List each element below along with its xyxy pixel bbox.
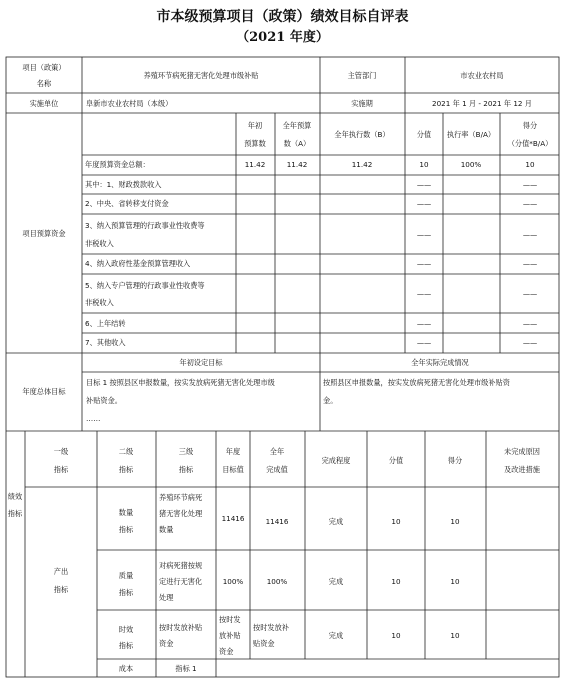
perf-row-degree: 完成 <box>328 517 344 526</box>
col-weight: 分值 <box>416 130 432 139</box>
budget-section-label: 项目预算资金 <box>22 229 66 238</box>
budget-row-label-2: 非税收入 <box>85 298 114 307</box>
goals-section-label: 年度总体目标 <box>22 387 66 396</box>
col-initial-2: 预算数 <box>244 139 266 148</box>
period-value: 2021 年 1 月 - 2021 年 12 月 <box>432 99 532 108</box>
output-indicator-label: 产出 <box>53 567 69 576</box>
perf-row-target-3: 资金 <box>219 647 234 656</box>
budget-row-label-2: 非税收入 <box>85 239 114 248</box>
page-subtitle: （2021 年度） <box>236 30 329 45</box>
budget-row-dash: —— <box>416 259 432 268</box>
actual-goal-text-2: 金。 <box>323 396 338 405</box>
project-name-label-2: 名称 <box>36 79 52 88</box>
budget-row-dash: —— <box>416 289 432 298</box>
perf-row-l3-3: 处理 <box>159 593 174 602</box>
h-target: 年度 <box>225 447 241 456</box>
budget-row-exec: 11.42 <box>351 160 373 169</box>
col-exec-rate: 执行率（B/A） <box>446 130 496 139</box>
budget-row-dash: —— <box>416 230 432 239</box>
perf-row-actual-2: 贴资金 <box>253 639 275 648</box>
output-indicator-label-2: 指标 <box>53 585 69 594</box>
project-name-value: 养殖环节病死猪无害化处理市级补贴 <box>143 71 259 80</box>
perf-row-l3-3: 数量 <box>159 525 174 534</box>
perf-row-actual: 100% <box>266 577 288 586</box>
col-annual: 全年预算 <box>282 121 312 130</box>
perf-row-weight: 10 <box>391 631 401 640</box>
perf-row-l3: 按时发放补贴 <box>159 623 203 632</box>
budget-row-dash: —— <box>416 180 432 189</box>
cost-indicator-label: 成本 <box>118 664 134 673</box>
h-weight: 分值 <box>388 456 404 465</box>
h-score: 得分 <box>447 456 463 465</box>
perf-row-target-2: 放补贴 <box>219 631 241 640</box>
budget-row-weight: 10 <box>419 160 429 169</box>
perf-row-l2: 时效 <box>118 625 134 634</box>
perf-row-degree: 完成 <box>328 577 344 586</box>
budget-row-label: 其中：1、财政拨款收入 <box>85 180 162 189</box>
perf-row-l2-2: 指标 <box>118 588 134 597</box>
perf-row-l3-2: 定进行无害化 <box>159 577 203 586</box>
h-level1-2: 指标 <box>53 465 69 474</box>
planned-goal-text: 目标 1 按照县区申报数量，按实发放病死猪无害化处理市级 <box>86 378 275 387</box>
budget-row-label: 3、纳入预算管理的行政事业性收费等 <box>85 221 205 230</box>
budget-row-initial: 11.42 <box>244 160 266 169</box>
project-name-label: 项目（政策） <box>22 63 66 72</box>
budget-row-dash: —— <box>416 199 432 208</box>
perf-row-actual: 按时发放补 <box>253 623 289 632</box>
actual-goal-text: 按照县区申报数量，按实发放病死猪无害化处理市级补贴资 <box>323 378 510 387</box>
perf-row-l3-2: 资金 <box>159 639 174 648</box>
perf-row-l3-2: 猪无害化处理 <box>159 509 203 518</box>
perf-row-l2: 质量 <box>118 571 134 580</box>
h-actual-2: 完成值 <box>266 465 288 474</box>
perf-row-target: 100% <box>222 577 244 586</box>
budget-row-dash: —— <box>522 259 538 268</box>
h-level3: 三级 <box>178 447 194 456</box>
page-title: 市本级预算项目（政策）绩效目标自评表 <box>156 9 409 25</box>
budget-row-dash: —— <box>522 230 538 239</box>
impl-unit-label: 实施单位 <box>29 99 59 108</box>
col-initial: 年初 <box>247 121 263 130</box>
budget-row-dash: —— <box>522 289 538 298</box>
h-degree: 完成程度 <box>321 456 351 465</box>
perf-section-label-2: 指标 <box>7 509 23 518</box>
perf-row-weight: 10 <box>391 577 401 586</box>
impl-unit-value: 阜新市农业农村局（本级） <box>86 99 173 108</box>
perf-row-score: 10 <box>450 577 460 586</box>
col-exec: 全年执行数（B） <box>334 130 390 139</box>
budget-row-dash: —— <box>522 180 538 189</box>
perf-section-label: 绩效 <box>7 492 23 501</box>
cost-indicator-l3: 指标 1 <box>175 664 197 673</box>
perf-row-actual: 11416 <box>265 517 289 526</box>
perf-row-l2-2: 指标 <box>118 641 134 650</box>
perf-row-l3: 对病死猪按规 <box>159 561 203 570</box>
budget-row-dash: —— <box>522 319 538 328</box>
h-reason: 未完成原因 <box>504 447 540 456</box>
col-score-2: （分值*B/A） <box>507 139 553 148</box>
budget-row-dash: —— <box>522 199 538 208</box>
budget-row-dash: —— <box>416 319 432 328</box>
actual-header: 全年实际完成情况 <box>411 358 469 367</box>
h-target-2: 目标值 <box>222 465 244 474</box>
budget-row-rate: 100% <box>460 160 482 169</box>
budget-row-label: 5、纳入专户管理的行政事业性收费等 <box>85 281 205 290</box>
planned-header: 年初设定目标 <box>179 358 223 367</box>
perf-row-l2-2: 指标 <box>118 525 134 534</box>
perf-row-l3: 养殖环节病死 <box>159 493 203 502</box>
budget-row-dash: —— <box>522 338 538 347</box>
budget-row-label: 年度预算资金总额： <box>85 160 150 169</box>
perf-row-score: 10 <box>450 631 460 640</box>
perf-row-degree: 完成 <box>328 631 344 640</box>
perf-row-target: 按时发 <box>219 615 241 624</box>
budget-row-annual: 11.42 <box>286 160 308 169</box>
dept-label: 主管部门 <box>347 71 377 80</box>
h-reason-2: 及改进措施 <box>504 465 540 474</box>
col-annual-2: 数（A） <box>283 139 311 148</box>
budget-row-dash: —— <box>416 338 432 347</box>
budget-row-label: 4、纳入政府性基金预算管理收入 <box>85 259 191 268</box>
budget-row-label: 2、中央、省转移支付资金 <box>85 199 169 208</box>
dept-value: 市农业农村局 <box>460 71 504 80</box>
h-level3-2: 指标 <box>178 465 194 474</box>
budget-row-label: 7、其他收入 <box>85 338 126 347</box>
budget-row-label: 6、上年结转 <box>85 319 126 328</box>
perf-row-score: 10 <box>450 517 460 526</box>
planned-goal-text-3: …… <box>86 414 101 423</box>
h-level2: 二级 <box>118 447 134 456</box>
perf-row-weight: 10 <box>391 517 401 526</box>
perf-row-l2: 数量 <box>118 508 134 517</box>
planned-goal-text-2: 补贴资金。 <box>86 396 122 405</box>
perf-row-target: 11416 <box>221 514 245 523</box>
h-level2-2: 指标 <box>118 465 134 474</box>
h-level1: 一级 <box>53 447 69 456</box>
h-actual: 全年 <box>269 447 285 456</box>
col-score: 得分 <box>522 121 538 130</box>
period-label: 实施期 <box>351 99 373 108</box>
budget-row-score: 10 <box>525 160 535 169</box>
